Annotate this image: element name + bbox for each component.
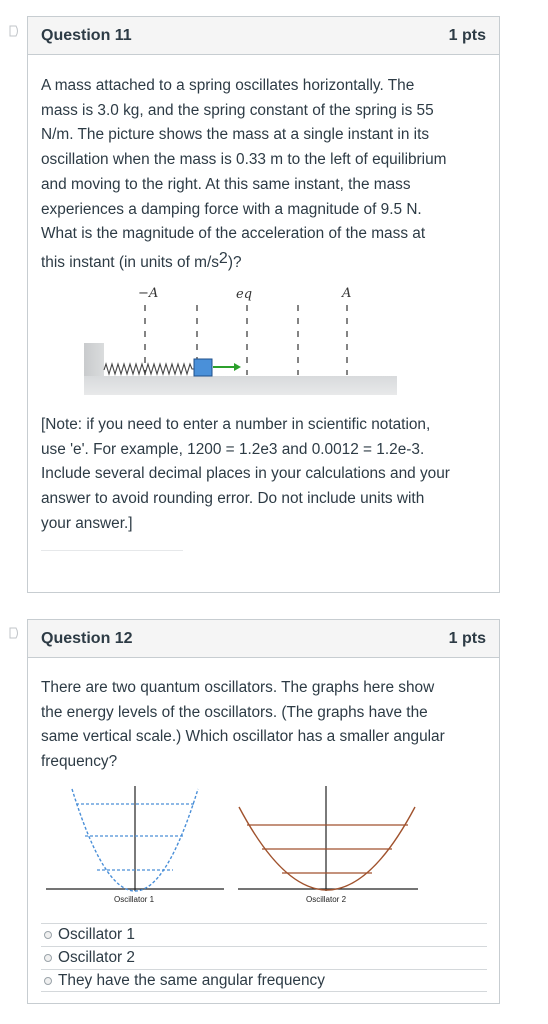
note-line: [Note: if you need to enter a number in scientific notation, (41, 416, 431, 433)
answer-label[interactable]: Oscillator 2 (58, 949, 135, 966)
arrow-head-icon (234, 363, 241, 371)
unit-superscript: 2 (218, 249, 228, 267)
oscillator-1-graph (46, 786, 224, 904)
question-points: 1 pts (448, 629, 486, 647)
question-text-line: A mass attached to a spring oscillates horizontally. The (41, 77, 415, 94)
question-text-line: experiences a damping force with a magnitude of 9.5 N. (41, 200, 422, 218)
oscillator-2-graph (238, 786, 418, 904)
radio-button[interactable] (44, 954, 52, 962)
question-text-line: There are two quantum oscillators. The graphs here show (41, 679, 435, 696)
spring (104, 364, 194, 374)
question-title: Question 11 (41, 26, 132, 44)
answer-option[interactable] (41, 923, 487, 946)
label-eq: eq (236, 287, 253, 302)
question-title: Question 12 (41, 629, 133, 647)
question-12-header (28, 620, 499, 658)
oscillator-graphs (42, 783, 452, 913)
question-11-header (28, 17, 499, 55)
note-line: your answer.] (41, 514, 133, 532)
note-line: use 'e'. For example, 1200 = 1.2e3 and 0.0012 = 1.2e-3. (41, 440, 425, 458)
question-text-line: N/m. The picture shows the mass at a single instant in its (41, 126, 430, 144)
spring-mass-figure (54, 283, 399, 395)
question-text-line (41, 247, 486, 276)
note-line: Include several decimal places in your calculations and your (41, 465, 450, 483)
radio-button[interactable] (44, 931, 52, 939)
answer-label[interactable]: Oscillator 1 (58, 926, 135, 943)
question-text (28, 676, 499, 775)
question-text-line: same vertical scale.) Which oscillator has a smaller angular (41, 728, 445, 746)
question-text-line: frequency? (41, 753, 118, 771)
note-text (28, 413, 499, 537)
answer-options (41, 923, 487, 992)
position-markers (145, 305, 347, 375)
radio-button[interactable] (44, 977, 52, 985)
floor (84, 376, 397, 395)
question-text-line: oscillation when the mass is 0.33 m to the left of equilibrium (41, 151, 447, 169)
label-a: A (342, 286, 352, 301)
flag-question-icon[interactable] (8, 627, 20, 639)
question-text-line: the energy levels of the oscillators. (The graphs have the (41, 703, 428, 721)
answer-label[interactable]: They have the same angular frequency (58, 971, 325, 989)
answer-option[interactable] (41, 946, 487, 969)
wall (84, 343, 104, 376)
note-line: answer to avoid rounding error. Do not include units with (41, 490, 425, 508)
unit-suffix: )? (227, 253, 242, 271)
oscillator-2-label: Oscillator 2 (306, 895, 347, 904)
question-text (28, 74, 499, 276)
mass-block (194, 359, 212, 376)
label-minus-a: −A (138, 286, 159, 301)
question-text-line: mass is 3.0 kg, and the spring constant of the spring is 55 (41, 101, 434, 119)
flag-question-icon[interactable] (8, 25, 20, 37)
question-12-card (27, 619, 500, 1004)
question-text-line: and moving to the right. At this same instant, the mass (41, 175, 411, 193)
question-text-fragment: this instant (in units of m/s (41, 253, 219, 271)
question-points: 1 pts (448, 26, 486, 44)
question-text-line: What is the magnitude of the acceleration of the mass at (41, 225, 426, 243)
oscillator-1-label: Oscillator 1 (114, 895, 155, 904)
answer-option[interactable] (41, 969, 487, 992)
question-11-card (27, 16, 500, 593)
answer-input[interactable] (41, 550, 183, 551)
